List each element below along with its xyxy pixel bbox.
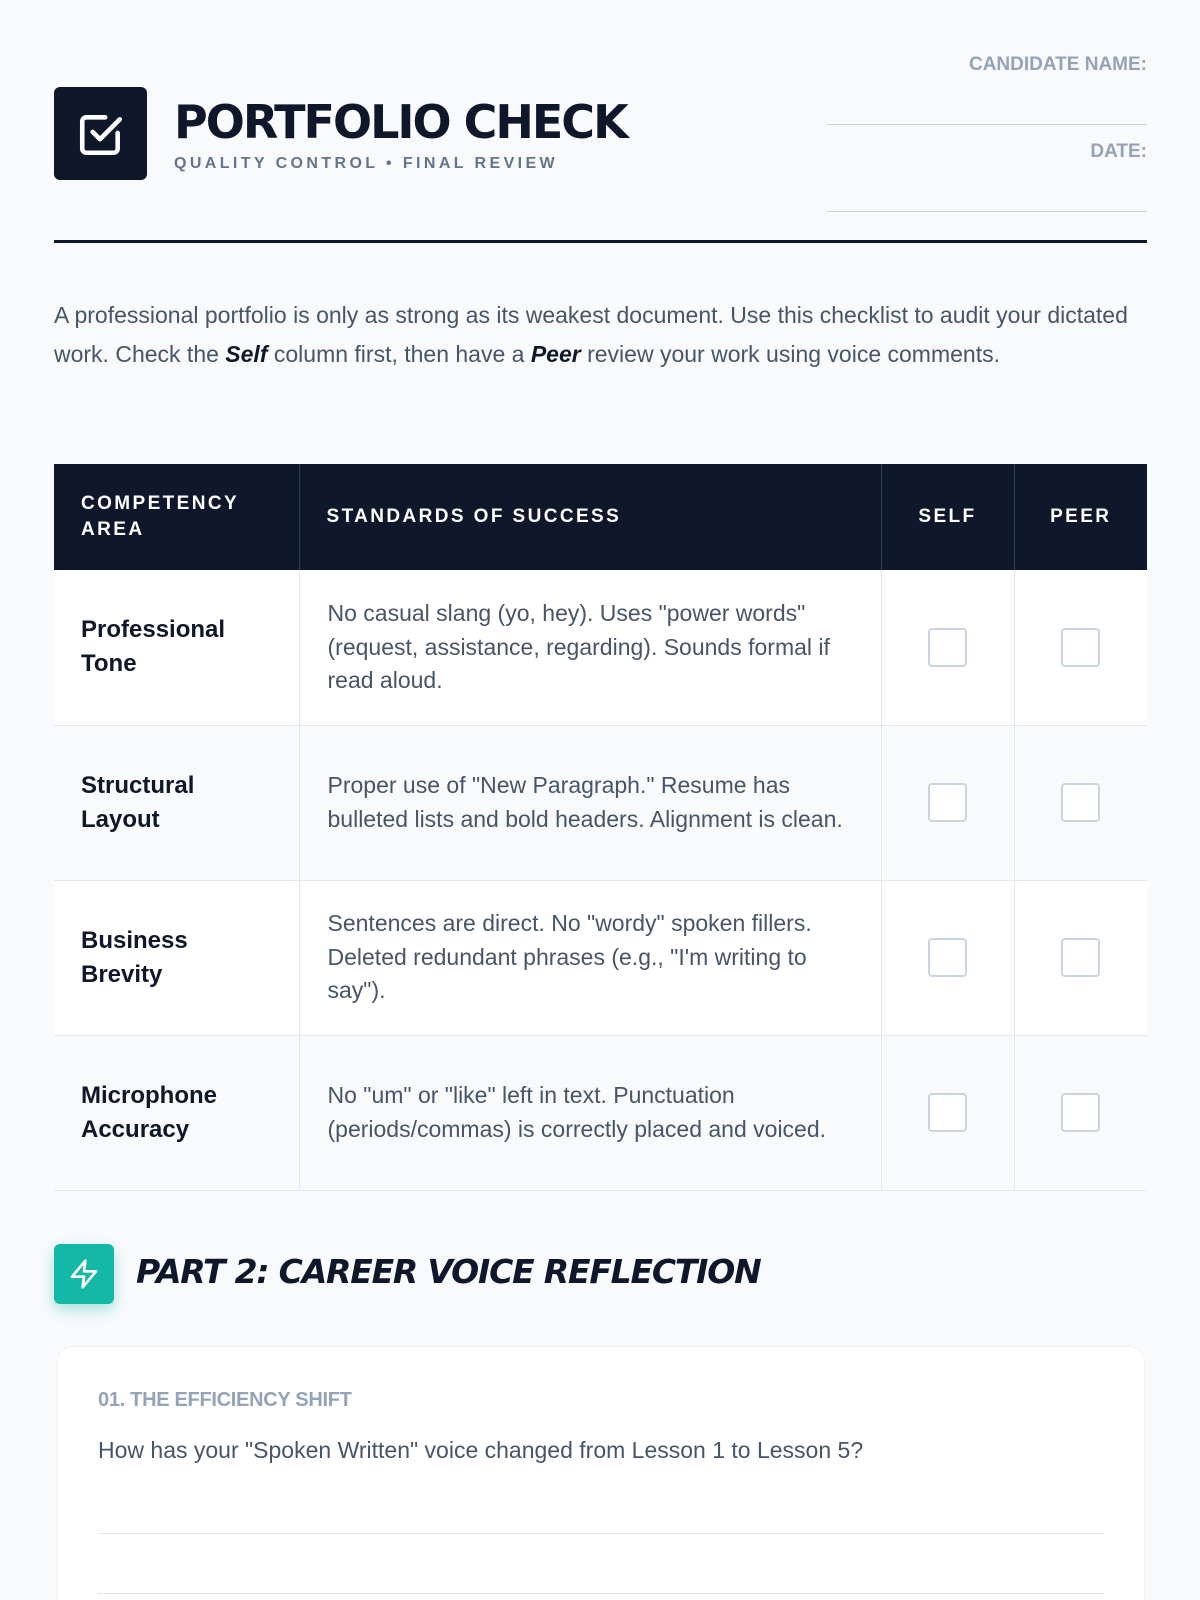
header (54, 0, 1147, 244)
table-row (54, 725, 1147, 880)
header-competency-area: COMPETENCY AREA (54, 464, 299, 570)
table-row (54, 880, 1147, 1035)
competency-area: Microphone Accuracy (54, 1035, 299, 1190)
intro-self-emphasis: Self (225, 340, 268, 367)
peer-checkbox[interactable] (1061, 628, 1100, 667)
checklist-table (54, 464, 1147, 1191)
table-header-row (54, 464, 1147, 570)
self-checkbox[interactable] (928, 783, 967, 822)
answer-line[interactable] (98, 1533, 1104, 1534)
intro-text: A professional portfolio is only as strong as its weakest document. Use this checklist to audit your dictated work. Check the (54, 302, 1128, 367)
self-cell (881, 1035, 1014, 1190)
standard-text: Proper use of "New Paragraph." Resume has bulleted lists and bold headers. Alignment is clean. (299, 725, 881, 880)
peer-cell (1014, 880, 1147, 1035)
candidate-name-field (827, 54, 1147, 76)
lightning-bolt-icon (54, 1244, 114, 1304)
header-peer: PEER (1014, 464, 1147, 570)
date-line[interactable] (827, 211, 1147, 212)
header-standards: STANDARDS OF SUCCESS (299, 464, 881, 570)
answer-line[interactable] (98, 1593, 1104, 1594)
standard-text: Sentences are direct. No "wordy" spoken fillers. Deleted redundant phrases (e.g., "I'm writing to say"). (299, 880, 881, 1035)
intro-peer-emphasis: Peer (530, 340, 581, 367)
page (54, 0, 1147, 1463)
candidate-name-label: CANDIDATE NAME: (968, 54, 1147, 75)
competency-area: Professional Tone (54, 570, 299, 725)
self-cell (881, 880, 1014, 1035)
table-row (54, 1035, 1147, 1190)
competency-area: Business Brevity (54, 880, 299, 1035)
part2-title: PART 2: CAREER VOICE REFLECTION (136, 1252, 761, 1291)
peer-cell (1014, 570, 1147, 725)
self-checkbox[interactable] (928, 1093, 967, 1132)
question-text: How has your "Spoken Written" voice changed from Lesson 1 to Lesson 5? (98, 1437, 864, 1463)
part2-heading (54, 1244, 1147, 1304)
peer-cell (1014, 725, 1147, 880)
self-checkbox[interactable] (928, 628, 967, 667)
intro-paragraph (54, 296, 1147, 373)
page-title: PORTFOLIO CHECK (174, 95, 627, 149)
date-label: DATE: (1090, 141, 1147, 162)
competency-area: Structural Layout (54, 725, 299, 880)
date-field (827, 141, 1147, 163)
peer-checkbox[interactable] (1061, 938, 1100, 977)
candidate-name-line[interactable] (827, 124, 1147, 125)
self-cell (881, 725, 1014, 880)
reflection-card (57, 1346, 1145, 1600)
header-self: SELF (881, 464, 1014, 570)
self-cell (881, 570, 1014, 725)
question-label: 01. THE EFFICIENCY SHIFT (98, 1389, 352, 1411)
peer-checkbox[interactable] (1061, 1093, 1100, 1132)
page-subtitle: QUALITY CONTROL • FINAL REVIEW (174, 155, 559, 172)
self-checkbox[interactable] (928, 938, 967, 977)
peer-cell (1014, 1035, 1147, 1190)
table-row (54, 570, 1147, 725)
standard-text: No casual slang (yo, hey). Uses "power words" (request, assistance, regarding). Sounds formal if read aloud. (299, 570, 881, 725)
header-divider (54, 240, 1147, 243)
intro-text: column first, then have a (267, 340, 531, 367)
standard-text: No "um" or "like" left in text. Punctuation (periods/commas) is correctly placed and voiced. (299, 1035, 881, 1190)
intro-text: review your work using voice comments. (580, 340, 1000, 367)
checkbox-logo-icon (54, 87, 147, 180)
peer-checkbox[interactable] (1061, 783, 1100, 822)
